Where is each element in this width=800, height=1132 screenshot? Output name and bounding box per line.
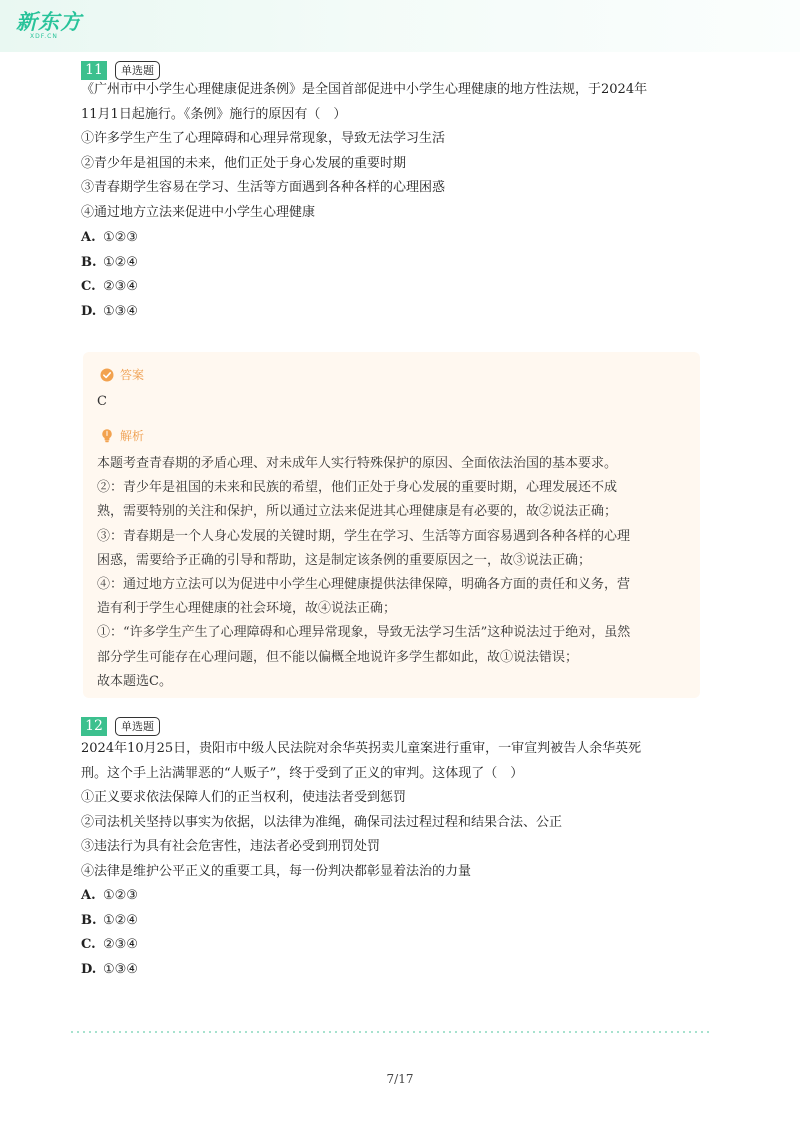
stem-line: 2024年10月25日，贵阳市中级人民法院对余华英拐卖儿童案进行重审，一审宣判被告人余华英死: [81, 741, 642, 756]
analysis-line: 部分学生可能存在心理问题，但不能以偏概全地说许多学生都如此，故①说法错误；: [97, 649, 579, 665]
answer-value: C: [97, 394, 107, 409]
option-text: ①②③: [103, 230, 138, 245]
analysis-line: 熟，需要特别的关注和保护，所以通过立法来促进其心理健康是有必要的，故②说法正确；: [97, 504, 618, 520]
option-letter: A.: [81, 230, 96, 245]
page-number: 7/17: [386, 1072, 414, 1086]
options-list: [81, 884, 281, 982]
analysis-line: 困惑，需要给予正确的引导和帮助，这是制定该条例的重要原因之一，故③说法正确；: [97, 552, 592, 568]
statement: ②青少年是祖国的未来，他们正处于身心发展的重要时期: [81, 155, 407, 171]
analysis-line: 故本题选C。: [97, 673, 172, 689]
option-text: ①③④: [103, 303, 138, 319]
option-c[interactable]: [81, 275, 281, 300]
option-letter: D.: [81, 303, 97, 319]
option-d[interactable]: [81, 300, 281, 325]
option-b[interactable]: [81, 909, 281, 934]
option-a[interactable]: [81, 226, 281, 251]
option-a[interactable]: [81, 884, 281, 909]
check-circle-icon: [100, 368, 114, 382]
analysis-line: ③：青春期是一个人身心发展的关键时期，学生在学习、生活等方面容易遇到各种各样的心理: [97, 528, 631, 544]
option-text: ①②④: [103, 254, 138, 270]
option-text: ①②④: [103, 912, 138, 928]
option-c[interactable]: [81, 933, 281, 958]
statement: ③违法行为具有社会危害性，违法者必受到刑罚处罚: [81, 839, 381, 854]
lightbulb-icon: [100, 428, 114, 443]
analysis-label-text: 解析: [120, 429, 145, 443]
option-text: ①③④: [103, 961, 138, 977]
option-text: ②③④: [103, 937, 138, 952]
answer-label-text: 答案: [120, 368, 145, 382]
question-stem: [81, 78, 701, 225]
logo-subtext: XDF.CN: [30, 33, 58, 40]
analysis-line: 本题考查青春期的矛盾心理、对未成年人实行特殊保护的原因、全面依法治国的基本要求。: [97, 456, 618, 471]
option-letter: C.: [81, 279, 96, 294]
header-band: [0, 0, 800, 52]
logo: [16, 10, 86, 44]
statement: ①正义要求依法保障人们的正当权利，使违法者受到惩罚: [81, 790, 407, 805]
question-stem: [81, 737, 701, 884]
stem-line: 《广州市中小学生心理健康促进条例》是全国首部促进中小学生心理健康的地方性法规，于2024年: [81, 82, 648, 97]
analysis-line: ①：“许多学生产生了心理障碍和心理异常现象，导致无法学习生活”这种说法过于绝对，虽然: [97, 625, 631, 641]
answer-label: [100, 366, 144, 383]
option-letter: B.: [81, 254, 97, 270]
analysis-label: [100, 427, 144, 444]
option-letter: C.: [81, 937, 96, 952]
question-header-12: [81, 716, 160, 736]
question-header-11: [81, 60, 160, 80]
option-d[interactable]: [81, 958, 281, 983]
question-type-badge: 单选题: [115, 717, 160, 736]
options-list: [81, 226, 281, 324]
dotted-divider: [69, 1031, 709, 1033]
option-text: ②③④: [103, 279, 138, 294]
question-type-badge: 单选题: [115, 61, 160, 80]
option-b[interactable]: [81, 251, 281, 276]
question-number: 12: [81, 717, 107, 736]
logo-text: 新东方: [16, 10, 82, 34]
option-letter: D.: [81, 961, 97, 977]
answer-analysis-box: [83, 352, 700, 698]
statement: ④通过地方立法来促进中小学生心理健康: [81, 204, 316, 220]
option-letter: B.: [81, 912, 97, 928]
statement: ②司法机关坚持以事实为依据，以法律为准绳，确保司法过程过程和结果合法、公正: [81, 814, 563, 830]
analysis-line: ④：通过地方立法可以为促进中小学生心理健康提供法律保障，明确各方面的责任和义务，营: [97, 577, 631, 593]
option-text: ①②③: [103, 888, 138, 903]
analysis-text: [97, 452, 630, 694]
question-number: 11: [81, 61, 107, 80]
analysis-line: ②：青少年是祖国的未来和民族的希望，他们正处于身心发展的重要时期，心理发展还不成: [97, 480, 618, 496]
option-letter: A.: [81, 888, 96, 903]
statement: ④法律是维护公平正义的重要工具，每一份判决都彰显着法治的力量: [81, 863, 472, 879]
stem-line: 11月1日起施行。《条例》施行的原因有（ ）: [81, 106, 347, 122]
statement: ③青春期学生容易在学习、生活等方面遇到各种各样的心理困惑: [81, 180, 446, 195]
analysis-line: 造有利于学生心理健康的社会环境，故④说法正确；: [97, 601, 397, 617]
stem-line: 刑。这个手上沾满罪恶的“人贩子”，终于受到了正义的审判。这体现了（ ）: [81, 765, 524, 781]
statement: ①许多学生产生了心理障碍和心理异常现象，导致无法学习生活: [81, 131, 446, 146]
